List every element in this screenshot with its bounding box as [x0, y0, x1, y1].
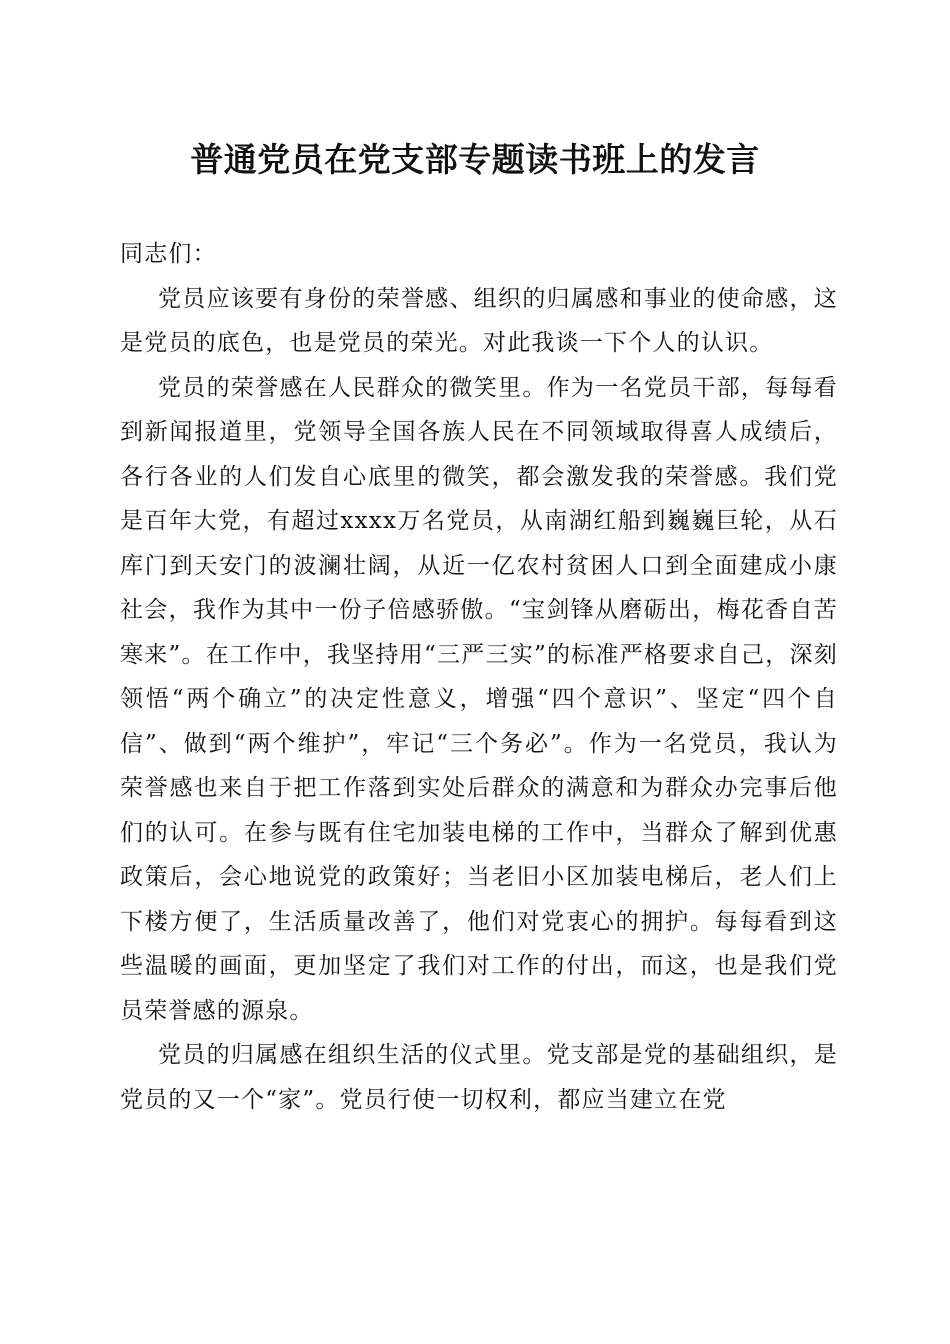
- greeting: 同志们：: [120, 241, 217, 267]
- document-title: 普通党员在党支部专题读书班上的发言: [190, 140, 760, 179]
- paragraph-belonging: 党员的归属感在组织生活的仪式里。党支部是党的基础组织，是党员的又一个“家”。党员行使一切权利，都应当建立在党: [120, 1042, 838, 1113]
- paragraph-honor: 党员的荣誉感在人民群众的微笑里。作为一名党员干部，每每看到新闻报道里，党领导全国各族人民在不同领域取得喜人成绩后，各行各业的人们发自心底里的微笑，都会激发我的荣誉感。我们党是百年大党，有超过xxxx万名党员，从南湖红船到巍巍巨轮，从石库门到天安门的波澜壮阔，从近一亿农村贫困人口到全面建成小康社会，我作为其中一份子倍感骄傲。“宝剑锋从磨砺出，梅花香自苦寒来”。在工作中，我坚持用“三严三实”的标准严格要求自己，深刻领悟“两个确立”的决定性意义，增强“四个意识”、坚定“四个自信”、做到“两个维护”，牢记“三个务必”。作为一名党员，我认为荣誉感也来自于把工作落到实处后群众的满意和为群众办完事后他们的认可。在参与既有住宅加装电梯的工作中，当群众了解到优惠政策后，会心地说党的政策好；当老旧小区加装电梯后，老人们上下楼方便了，生活质量改善了，他们对党衷心的拥护。每每看到这些温暖的画面，更加坚定了我们对工作的付出，而这，也是我们党员荣誉感的源泉。: [120, 374, 838, 1024]
- paragraph-intro: 党员应该要有身份的荣誉感、组织的归属感和事业的使命感，这是党员的底色，也是党员的荣光。对此我谈一下个人的认识。: [120, 285, 838, 356]
- document-body: [120, 232, 838, 1122]
